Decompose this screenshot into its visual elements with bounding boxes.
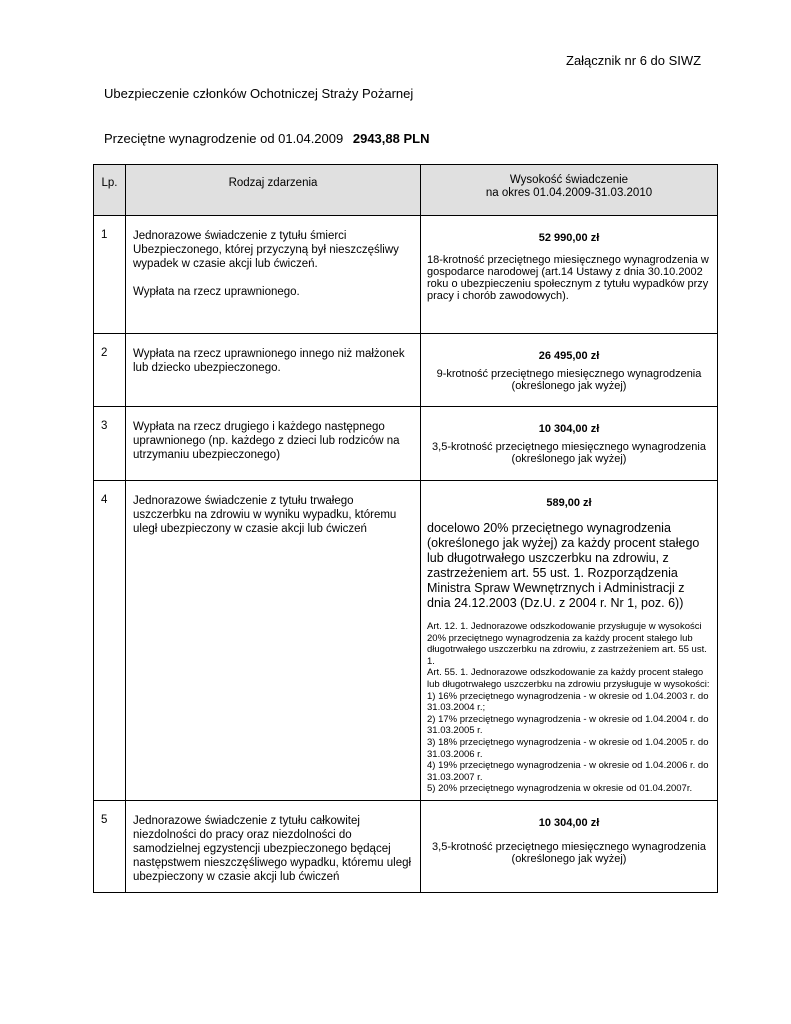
row-description	[126, 407, 421, 481]
row-description	[126, 334, 421, 407]
row-amount: 10 304,00 zł	[538, 423, 600, 435]
header-amount	[421, 165, 718, 216]
regulation-line: 1) 16% przeciętnego wynagrodzenia - w okresie od 1.04.2003 r. do 31.03.2004 r.;	[427, 690, 709, 714]
row-amount-cell	[421, 481, 718, 801]
header-amount-line1: Wysokość świadczenie	[509, 174, 629, 186]
row-amount-cell	[421, 216, 718, 334]
table-row	[94, 407, 718, 481]
row-lp: 1	[94, 216, 126, 334]
row-amount-note: docelowo 20% przeciętnego wynagrodzenia (określonego jak wyżej) za każdy procent stałego lub długotrwałego uszczerbku na zdrowiu, z zastrzeżeniem art. 55 ust. 1. Rozporządzenia Ministra Spraw Wewnętrznych i Administracji z dnia 24.12.2003 (Dz.U. z 2004 r. Nr 1, poz. 6))	[427, 521, 700, 610]
salary-label: Przeciętne wynagrodzenie od 01.04.2009	[104, 131, 344, 146]
row-description-text: Wypłata na rzecz uprawnionego innego niż małżonek lub dziecko ubezpieczonego.	[133, 348, 405, 374]
row-description	[126, 481, 421, 801]
table-row	[94, 801, 718, 893]
annex-label: Załącznik nr 6 do SIWZ	[566, 53, 702, 68]
document-title: Ubezpieczenie członków Ochotniczej Straży Pożarnej	[104, 86, 414, 101]
row-lp: 4	[94, 481, 126, 801]
row-description-text: Jednorazowe świadczenie z tytułu trwałego uszczerbku na zdrowiu w wyniku wypadku, któremu uległ ubezpieczony w czasie akcji lub ćwiczeń	[133, 495, 397, 535]
row-description-text: Wypłata na rzecz drugiego i każdego następnego uprawnionego (np. każdego z dzieci lub rodziców na utrzymaniu ubezpieczonego)	[133, 421, 400, 461]
regulation-line: Art. 12. 1. Jednorazowe odszkodowanie przysługuje w wysokości 20% przeciętnego wynagrodzenia za każdy procent stałego lub długotrwałego uszczerbku na zdrowiu, z zastrzeżeniem art. 55 ust. 1.	[427, 621, 707, 667]
table-row	[94, 481, 718, 801]
row-description	[126, 216, 421, 334]
row-amount-cell	[421, 334, 718, 407]
average-salary-line	[104, 131, 429, 146]
row-amount: 52 990,00 zł	[538, 232, 600, 244]
row-lp: 3	[94, 407, 126, 481]
header-event: Rodzaj zdarzenia	[126, 165, 421, 216]
regulation-line: 2) 17% przeciętnego wynagrodzenia - w okresie od 1.04.2004 r. do 31.03.2005 r.	[427, 713, 709, 737]
row-description-text: Jednorazowe świadczenie z tytułu śmierci Ubezpieczonego, której przyczyną był nieszczęśliwy wypadek w czasie akcji lub ćwiczeń.	[133, 230, 399, 270]
salary-value: 2943,88 PLN	[352, 131, 430, 146]
row-amount: 10 304,00 zł	[538, 817, 600, 829]
row-description-payout: Wypłata na rzecz uprawnionego.	[133, 286, 300, 298]
regulation-excerpt	[427, 621, 711, 795]
row-amount-cell	[421, 407, 718, 481]
row-amount: 589,00 zł	[546, 497, 592, 509]
regulation-line: 4) 19% przeciętnego wynagrodzenia - w okresie od 1.04.2006 r. do 31.03.2007 r.	[427, 760, 709, 783]
table-header-row	[94, 165, 718, 216]
row-description-text: Jednorazowe świadczenie z tytułu całkowitej niezdolności do pracy oraz niezdolności do samodzielnej egzystencji ubezpieczonego będącej następstwem nieszczęśliwego wypadku, któremu uległ ubezpieczony w czasie akcji lub ćwiczeń	[133, 815, 412, 883]
row-amount-note: 18-krotność przeciętnego miesięcznego wynagrodzenia w gospodarce narodowej (art.14 Ustawy z dnia 30.10.2002 roku o ubezpieczeniu społecznym z tytułu wypadków przy pracy i chorób zawodowych).	[427, 254, 709, 302]
row-amount-note: 3,5-krotność przeciętnego miesięcznego wynagrodzenia (określonego jak wyżej)	[432, 841, 706, 865]
table-row	[94, 216, 718, 334]
header-lp: Lp.	[94, 165, 126, 216]
row-amount-note: 9-krotność przeciętnego miesięcznego wynagrodzenia (określonego jak wyżej)	[436, 368, 702, 392]
row-description	[126, 801, 421, 893]
table-row	[94, 334, 718, 407]
row-lp: 5	[94, 801, 126, 893]
regulation-line: 5) 20% przeciętnego wynagrodzenia w okresie od 01.04.2007r.	[427, 783, 693, 795]
regulation-line: 3) 18% przeciętnego wynagrodzenia - w okresie od 1.04.2005 r. do 31.03.2006 r.	[427, 736, 709, 760]
regulation-line: Art. 55. 1. Jednorazowe odszkodowanie za każdy procent stałego lub długotrwałego uszczerbku na zdrowiu przysługuje w wysokości:	[427, 667, 710, 690]
row-lp: 2	[94, 334, 126, 407]
benefits-table	[93, 164, 718, 893]
row-amount-note: 3,5-krotność przeciętnego miesięcznego wynagrodzenia (określonego jak wyżej)	[432, 441, 706, 465]
row-amount-cell	[421, 801, 718, 893]
row-amount: 26 495,00 zł	[538, 350, 600, 362]
header-amount-line2: na okres 01.04.2009-31.03.2010	[485, 187, 653, 199]
